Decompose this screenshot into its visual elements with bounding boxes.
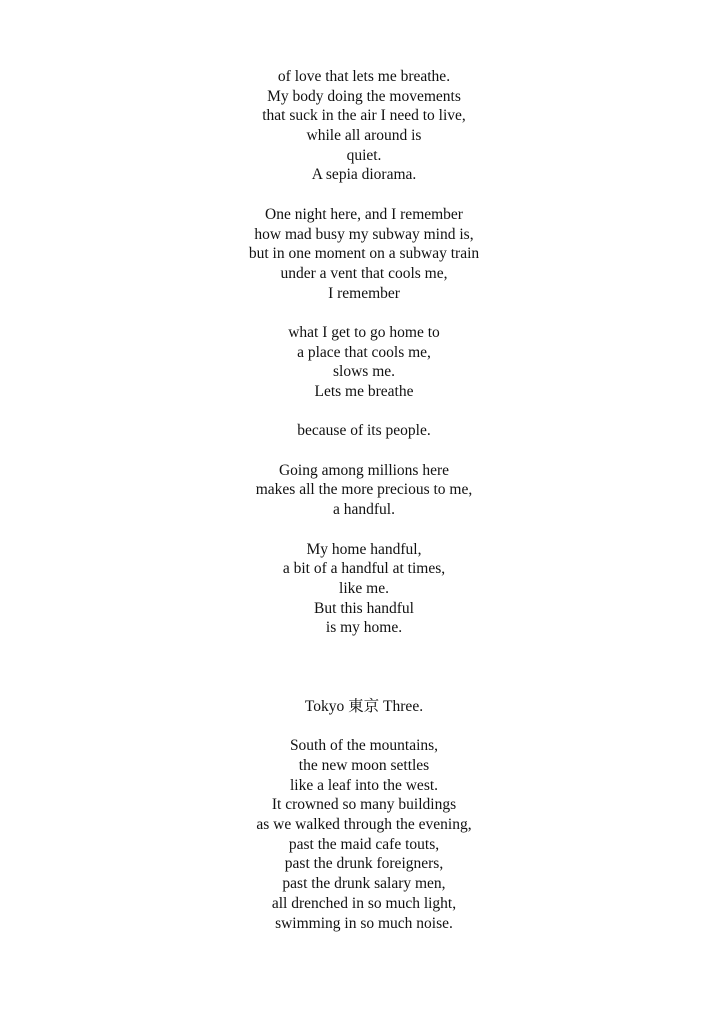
poem-line: under a vent that cools me,	[280, 264, 448, 282]
poem-line: like me.	[339, 579, 389, 597]
poem-line: slows me.	[333, 363, 395, 381]
poem-line: My body doing the movements	[267, 87, 461, 105]
poem-line: It crowned so many buildings	[271, 796, 457, 814]
poem-line: past the maid cafe touts,	[288, 835, 440, 853]
stanza-2	[0, 205, 728, 303]
poem-line: My home handful,	[306, 540, 422, 558]
poem-line: the new moon settles	[298, 757, 430, 774]
poem-line: makes all the more precious to me,	[255, 481, 473, 499]
poem-line: South of the mountains,	[289, 737, 439, 755]
stanza-6	[0, 540, 728, 638]
poem-line: while all around is	[306, 127, 422, 145]
poem-title	[0, 697, 728, 717]
poem-line: One night here, and I remember	[265, 205, 463, 223]
stanza-tokyo	[0, 736, 728, 933]
poem-line: because of its people.	[297, 422, 431, 440]
poem-line: But this handful	[314, 599, 414, 617]
poem-line: a place that cools me,	[297, 343, 431, 361]
poem-line: is my home.	[325, 619, 403, 637]
poem-line: Lets me breathe	[314, 383, 414, 400]
stanza-3	[0, 323, 728, 402]
poem-line: A sepia diorama.	[311, 166, 417, 184]
poem-line: swimming in so much noise.	[275, 914, 453, 932]
poem-line: as we walked through the evening,	[256, 816, 472, 834]
poem-line: I remember	[328, 284, 400, 302]
stanza-4	[0, 421, 728, 441]
poem-line: a bit of a handful at times,	[282, 560, 446, 578]
stanza-5	[0, 461, 728, 520]
poem-title-text: Tokyo 東京 Three.	[304, 697, 424, 715]
poem-line: Going among millions here	[278, 461, 450, 479]
poem-line: that suck in the air I need to live,	[262, 107, 466, 125]
poem-line: of love that lets me breathe.	[277, 68, 451, 85]
poem-line: but in one moment on a subway train	[248, 245, 480, 263]
poem-line: all drenched in so much light,	[271, 894, 457, 912]
poem-line: how mad busy my subway mind is,	[254, 225, 474, 243]
poem-line: quiet.	[346, 146, 382, 164]
poem-line: past the drunk foreigners,	[284, 855, 444, 873]
poem-line: what I get to go home to	[288, 323, 440, 341]
poem-line: past the drunk salary men,	[282, 875, 446, 893]
poem-line: like a leaf into the west.	[289, 776, 439, 794]
poem-page	[0, 67, 728, 953]
stanza-1	[0, 67, 728, 185]
poem-line: a handful.	[333, 501, 395, 519]
